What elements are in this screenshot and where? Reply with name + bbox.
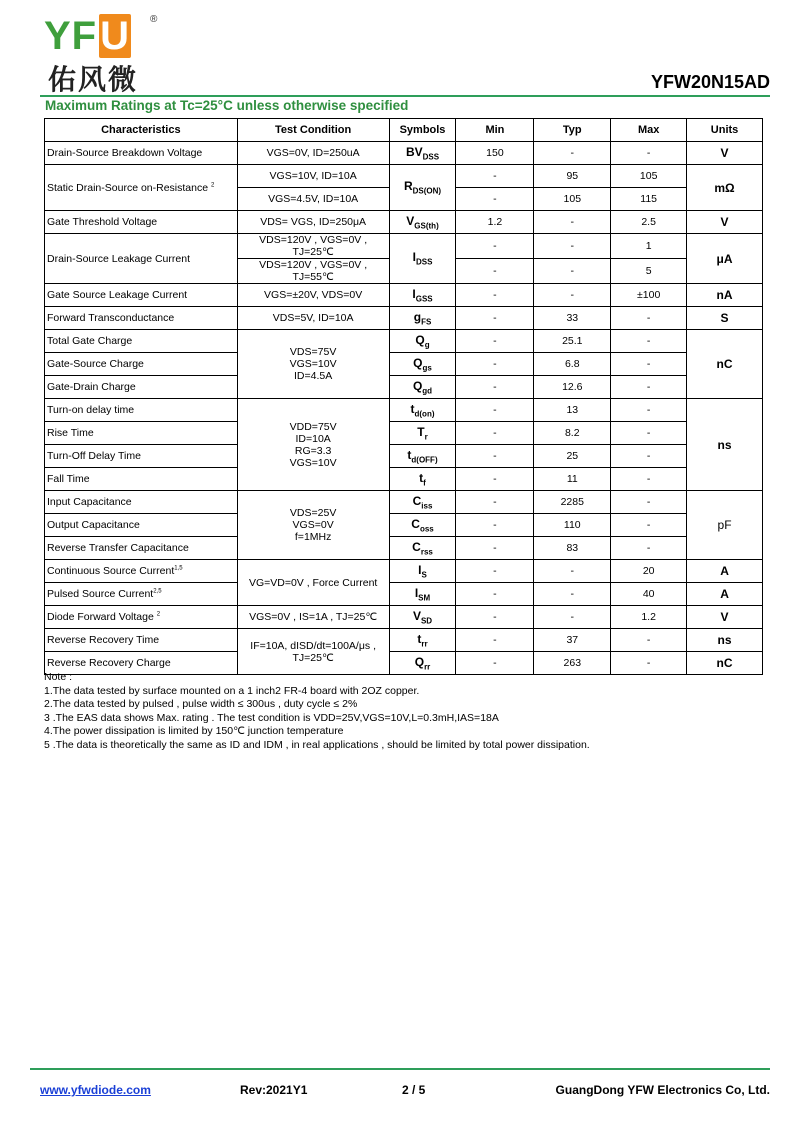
max-value: 20 <box>611 560 687 583</box>
min-value: - <box>456 422 534 445</box>
min-value: - <box>456 399 534 422</box>
min-value: - <box>456 234 534 259</box>
symbol: $I_{DSS}$ <box>389 234 456 284</box>
typ-value: 2285 <box>534 491 611 514</box>
max-value: 115 <box>611 188 687 211</box>
test-condition: VG=VD=0V , Force Current <box>237 560 389 606</box>
max-value: - <box>611 353 687 376</box>
test-condition: VDS=120V , VGS=0V , TJ=55℃ <box>237 259 389 284</box>
symbol: $C_{iss}$ <box>389 491 456 514</box>
typ-value: 6.8 <box>534 353 611 376</box>
min-value: - <box>456 259 534 284</box>
section-title: Maximum Ratings at Tc=25°C unless otherwise specified <box>45 98 409 113</box>
min-value: - <box>456 445 534 468</box>
table-row <box>45 353 763 376</box>
max-value: - <box>611 142 687 165</box>
col-header: Test Condition <box>237 119 389 142</box>
symbol: $V_{SD}$ <box>389 606 456 629</box>
symbol: $t_f$ <box>389 468 456 491</box>
header-rule <box>40 95 770 97</box>
test-condition: VDS=75V VGS=10V ID=4.5A <box>237 330 389 399</box>
symbol: $I_{SM}$ <box>389 583 456 606</box>
min-value: - <box>456 537 534 560</box>
typ-value: - <box>534 284 611 307</box>
characteristic: Reverse Recovery Charge <box>45 652 238 675</box>
characteristic: Gate Source Leakage Current <box>45 284 238 307</box>
max-value: 40 <box>611 583 687 606</box>
max-value: - <box>611 537 687 560</box>
characteristic: Fall Time <box>45 468 238 491</box>
min-value: - <box>456 376 534 399</box>
max-value: - <box>611 629 687 652</box>
unit: nA <box>687 284 763 307</box>
max-value: - <box>611 514 687 537</box>
max-value: - <box>611 652 687 675</box>
table-row <box>45 491 763 514</box>
note-line: Note : <box>44 671 73 683</box>
typ-value: - <box>534 583 611 606</box>
table-row <box>45 284 763 307</box>
notes <box>44 671 590 753</box>
symbol: $Q_{gs}$ <box>389 353 456 376</box>
unit: nC <box>687 652 763 675</box>
test-condition: VGS=4.5V, ID=10A <box>237 188 389 211</box>
table-row <box>45 422 763 445</box>
symbol: $g_{FS}$ <box>389 307 456 330</box>
typ-value: - <box>534 606 611 629</box>
test-condition: VDD=75V ID=10A RG=3.3 VGS=10V <box>237 399 389 491</box>
symbol: $R_{DS(ON)}$ <box>389 165 456 211</box>
table-header-row <box>45 119 763 142</box>
symbol: $t_{d(OFF)}$ <box>389 445 456 468</box>
test-condition: VGS=0V , IS=1A , TJ=25℃ <box>237 606 389 629</box>
symbol: $I_{GSS}$ <box>389 284 456 307</box>
col-header: Max <box>611 119 687 142</box>
symbol: $BV_{DSS}$ <box>389 142 456 165</box>
symbol: $I_S$ <box>389 560 456 583</box>
table-row <box>45 142 763 165</box>
table-row <box>45 165 763 188</box>
registered-mark: ® <box>150 14 158 25</box>
max-value: 5 <box>611 259 687 284</box>
characteristic: Reverse Recovery Time <box>45 629 238 652</box>
max-value: - <box>611 307 687 330</box>
typ-value: 11 <box>534 468 611 491</box>
characteristic: Drain-Source Leakage Current <box>45 234 238 284</box>
note-line: 4.The power dissipation is limited by 150℃ junction temperature <box>44 725 344 738</box>
max-value: 1 <box>611 234 687 259</box>
symbol: $t_{rr}$ <box>389 629 456 652</box>
symbol: $V_{GS(th)}$ <box>389 211 456 234</box>
table-row <box>45 234 763 259</box>
table-row <box>45 307 763 330</box>
col-header: Characteristics <box>45 119 238 142</box>
typ-value: 12.6 <box>534 376 611 399</box>
table-row <box>45 560 763 583</box>
unit: pF <box>687 491 763 560</box>
min-value: - <box>456 629 534 652</box>
max-value: - <box>611 491 687 514</box>
test-condition: VDS=120V , VGS=0V , TJ=25℃ <box>237 234 389 259</box>
symbol: $Q_{rr}$ <box>389 652 456 675</box>
website-link[interactable]: www.yfwdiode.com <box>40 1083 151 1097</box>
characteristic: Turn-Off Delay Time <box>45 445 238 468</box>
table-row <box>45 399 763 422</box>
unit: nC <box>687 330 763 399</box>
unit: A <box>687 583 763 606</box>
max-value: 1.2 <box>611 606 687 629</box>
typ-value: 13 <box>534 399 611 422</box>
symbol: $T_r$ <box>389 422 456 445</box>
characteristic: Continuous Source Current$^{1,5}$ <box>45 560 238 583</box>
table-row <box>45 445 763 468</box>
unit: μA <box>687 234 763 284</box>
table-row <box>45 514 763 537</box>
characteristic: Diode Forward Voltage $^2$ <box>45 606 238 629</box>
unit: mΩ <box>687 165 763 211</box>
col-header: Symbols <box>389 119 456 142</box>
max-value: - <box>611 445 687 468</box>
min-value: - <box>456 165 534 188</box>
table-row <box>45 376 763 399</box>
table-row <box>45 330 763 353</box>
note-line: 3 .The EAS data shows Max. rating . The test condition is VDD=25V,VGS=10V,L=0.3mH,IAS=18A <box>44 711 499 724</box>
characteristic: Static Drain-Source on-Resistance $^2$ <box>45 165 238 211</box>
min-value: - <box>456 514 534 537</box>
logo-chinese: 佑风微 <box>48 64 139 95</box>
min-value: - <box>456 284 534 307</box>
typ-value: - <box>534 142 611 165</box>
max-value: - <box>611 399 687 422</box>
typ-value: 105 <box>534 188 611 211</box>
test-condition: VDS= VGS, ID=250μA <box>237 211 389 234</box>
characteristic: Gate Threshold Voltage <box>45 211 238 234</box>
max-value: 105 <box>611 165 687 188</box>
company-name: GuangDong YFW Electronics Co, Ltd. <box>555 1083 770 1097</box>
unit: V <box>687 211 763 234</box>
table-row <box>45 629 763 652</box>
typ-value: 95 <box>534 165 611 188</box>
characteristic: Input Capacitance <box>45 491 238 514</box>
footer-rule <box>30 1068 770 1070</box>
typ-value: 8.2 <box>534 422 611 445</box>
typ-value: 263 <box>534 652 611 675</box>
symbol: $C_{rss}$ <box>389 537 456 560</box>
characteristic: Rise Time <box>45 422 238 445</box>
test-condition: VDS=25V VGS=0V f=1MHz <box>237 491 389 560</box>
typ-value: 25 <box>534 445 611 468</box>
min-value: - <box>456 606 534 629</box>
unit: ns <box>687 629 763 652</box>
col-header: Typ <box>534 119 611 142</box>
symbol: $Q_g$ <box>389 330 456 353</box>
page-number: 2 / 5 <box>402 1083 426 1097</box>
min-value: - <box>456 491 534 514</box>
typ-value: 25.1 <box>534 330 611 353</box>
max-value: 2.5 <box>611 211 687 234</box>
typ-value: 83 <box>534 537 611 560</box>
unit: S <box>687 307 763 330</box>
symbol: $C_{oss}$ <box>389 514 456 537</box>
test-condition: VGS=0V, ID=250uA <box>237 142 389 165</box>
min-value: - <box>456 353 534 376</box>
min-value: - <box>456 560 534 583</box>
unit: ns <box>687 399 763 491</box>
characteristic: Total Gate Charge <box>45 330 238 353</box>
test-condition: VGS=±20V, VDS=0V <box>237 284 389 307</box>
typ-value: 37 <box>534 629 611 652</box>
logo-letters: YFU <box>44 14 131 58</box>
symbol: $t_{d(on)}$ <box>389 399 456 422</box>
table-row <box>45 583 763 606</box>
table-row <box>45 606 763 629</box>
ratings-table <box>44 118 763 675</box>
col-header: Min <box>456 119 534 142</box>
characteristic: Gate-Source Charge <box>45 353 238 376</box>
revision: Rev:2021Y1 <box>240 1083 308 1097</box>
table-row <box>45 537 763 560</box>
min-value: - <box>456 307 534 330</box>
characteristic: Gate-Drain Charge <box>45 376 238 399</box>
col-header: Units <box>687 119 763 142</box>
part-number: YFW20N15AD <box>650 72 770 92</box>
typ-value: - <box>534 211 611 234</box>
max-value: - <box>611 330 687 353</box>
min-value: 150 <box>456 142 534 165</box>
characteristic: Output Capacitance <box>45 514 238 537</box>
characteristic: Turn-on delay time <box>45 399 238 422</box>
note-line: 2.The data tested by pulsed , pulse width ≤ 300us , duty cycle ≤ 2% <box>44 698 358 711</box>
company-logo <box>44 14 174 96</box>
note-line: 5 .The data is theoretically the same as ID and IDM , in real applications , should be limited by total power dissipation. <box>44 738 590 751</box>
min-value: - <box>456 330 534 353</box>
table-row <box>45 211 763 234</box>
max-value: - <box>611 376 687 399</box>
typ-value: - <box>534 234 611 259</box>
test-condition: IF=10A, dISD/dt=100A/μs , TJ=25℃ <box>237 629 389 675</box>
note-line: 1.The data tested by surface mounted on a 1 inch2 FR-4 board with 2OZ copper. <box>44 684 420 697</box>
max-value: ±100 <box>611 284 687 307</box>
unit: V <box>687 606 763 629</box>
max-value: - <box>611 422 687 445</box>
typ-value: 33 <box>534 307 611 330</box>
unit: V <box>687 142 763 165</box>
characteristic: Reverse Transfer Capacitance <box>45 537 238 560</box>
characteristic: Pulsed Source Current$^{2,5}$ <box>45 583 238 606</box>
symbol: $Q_{gd}$ <box>389 376 456 399</box>
min-value: - <box>456 468 534 491</box>
characteristic: Forward Transconductance <box>45 307 238 330</box>
unit: A <box>687 560 763 583</box>
typ-value: 110 <box>534 514 611 537</box>
min-value: - <box>456 652 534 675</box>
min-value: - <box>456 583 534 606</box>
test-condition: VDS=5V, ID=10A <box>237 307 389 330</box>
test-condition: VGS=10V, ID=10A <box>237 165 389 188</box>
table-row <box>45 468 763 491</box>
min-value: 1.2 <box>456 211 534 234</box>
typ-value: - <box>534 560 611 583</box>
characteristic: Drain-Source Breakdown Voltage <box>45 142 238 165</box>
min-value: - <box>456 188 534 211</box>
typ-value: - <box>534 259 611 284</box>
max-value: - <box>611 468 687 491</box>
